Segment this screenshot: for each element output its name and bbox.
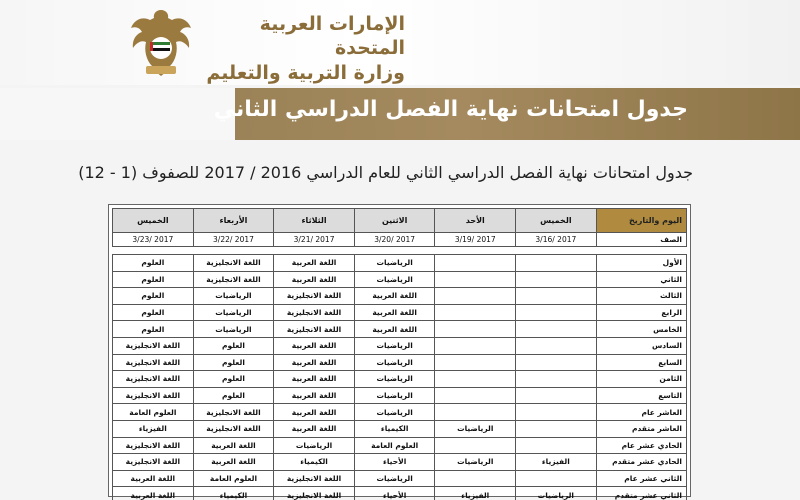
subject-cell: اللغة الانجليزية [113, 354, 194, 371]
table-gap-row [113, 247, 687, 255]
subject-cell: اللغة العربية [193, 437, 274, 454]
grade-cell: الثامن [596, 371, 686, 388]
subject-cell: اللغة العربية [354, 321, 435, 338]
gap-cell [113, 247, 194, 255]
grade-cell: العاشر عام [596, 404, 686, 421]
grade-cell: السابع [596, 354, 686, 371]
subject-cell: اللغة العربية [113, 470, 194, 487]
day-date-header: اليوم والتاريخ [596, 209, 686, 233]
subject-cell: اللغة العربية [274, 255, 355, 272]
subject-cell: اللغة الانجليزية [274, 288, 355, 305]
subject-cell: العلوم [193, 354, 274, 371]
ministry-name [205, 12, 405, 86]
subject-cell [516, 288, 597, 305]
grade-cell: الحادي عشر متقدم [596, 454, 686, 471]
subject-cell [435, 437, 516, 454]
subject-cell [435, 470, 516, 487]
subject-cell: الفيزياء [113, 420, 194, 437]
subject-cell [516, 387, 597, 404]
exam-schedule-table [112, 208, 687, 500]
subject-cell [516, 437, 597, 454]
subject-cell [435, 271, 516, 288]
subject-cell [435, 255, 516, 272]
subject-cell [516, 354, 597, 371]
date-header: 2017 /3/20 [354, 233, 435, 247]
subject-cell: اللغة الانجليزية [274, 487, 355, 500]
grade-cell: الثاني عشر متقدم [596, 487, 686, 500]
grade-cell: الحادي عشر عام [596, 437, 686, 454]
subject-cell: الرياضيات [193, 304, 274, 321]
table-row [113, 271, 687, 288]
table-row [113, 321, 687, 338]
subject-cell: اللغة الانجليزية [274, 470, 355, 487]
subject-cell [435, 404, 516, 421]
gap-cell [435, 247, 516, 255]
table-row [113, 454, 687, 471]
table-row [113, 404, 687, 421]
banner-title: جدول امتحانات نهاية الفصل الدراسي الثاني [213, 97, 688, 122]
gap-cell [274, 247, 355, 255]
subject-cell: اللغة العربية [274, 387, 355, 404]
subject-cell: اللغة الانجليزية [113, 371, 194, 388]
subject-cell: اللغة العربية [274, 354, 355, 371]
subject-cell: الفيزياء [435, 487, 516, 500]
subject-cell: اللغة الانجليزية [113, 454, 194, 471]
grade-cell: العاشر متقدم [596, 420, 686, 437]
table-row [113, 255, 687, 272]
date-header: 2017 /3/21 [274, 233, 355, 247]
subject-cell: اللغة الانجليزية [193, 255, 274, 272]
date-header: 2017 /3/22 [193, 233, 274, 247]
title-banner [0, 88, 800, 140]
date-header: 2017 /3/23 [113, 233, 194, 247]
gap-cell [354, 247, 435, 255]
grade-cell: الخامس [596, 321, 686, 338]
subject-cell: اللغة العربية [274, 371, 355, 388]
subject-cell: اللغة العربية [274, 404, 355, 421]
subject-cell: اللغة الانجليزية [193, 420, 274, 437]
table-row [113, 354, 687, 371]
subject-cell: العلوم العامة [113, 404, 194, 421]
table-row [113, 420, 687, 437]
subject-cell: الرياضيات [354, 271, 435, 288]
subject-cell: اللغة العربية [274, 337, 355, 354]
gap-cell [193, 247, 274, 255]
subject-cell: اللغة الانجليزية [113, 437, 194, 454]
subject-cell: العلوم العامة [354, 437, 435, 454]
uae-emblem-icon [128, 6, 194, 80]
date-header: 2017 /3/16 [516, 233, 597, 247]
subject-cell: الرياضيات [274, 437, 355, 454]
subject-cell: اللغة الانجليزية [113, 337, 194, 354]
grade-cell: الثاني عشر عام [596, 470, 686, 487]
subject-cell: الفيزياء [516, 454, 597, 471]
subject-cell: الأحياء [354, 487, 435, 500]
table-row [113, 304, 687, 321]
date-header: 2017 /3/19 [435, 233, 516, 247]
subject-cell [516, 404, 597, 421]
subject-cell [516, 337, 597, 354]
day-header: الخميس [516, 209, 597, 233]
subject-cell: اللغة العربية [354, 304, 435, 321]
subject-cell: الرياضيات [354, 404, 435, 421]
subject-cell: الأحياء [354, 454, 435, 471]
subject-cell: الرياضيات [435, 454, 516, 471]
subject-cell [435, 354, 516, 371]
subject-cell: العلوم [113, 288, 194, 305]
grade-cell: الرابع [596, 304, 686, 321]
subject-cell: اللغة العربية [274, 271, 355, 288]
table-row [113, 337, 687, 354]
subject-cell [435, 387, 516, 404]
subject-cell [516, 271, 597, 288]
grade-cell: التاسع [596, 387, 686, 404]
day-header: الخميس [113, 209, 194, 233]
grade-cell: الأول [596, 255, 686, 272]
subject-cell: الرياضيات [193, 321, 274, 338]
subject-cell: الرياضيات [354, 371, 435, 388]
ministry-title: وزارة التربية والتعليم [206, 62, 405, 84]
subject-cell [516, 304, 597, 321]
subject-cell: اللغة الانجليزية [274, 321, 355, 338]
page-header [0, 0, 800, 85]
gap-cell [516, 247, 597, 255]
subject-cell: الرياضيات [354, 354, 435, 371]
subject-cell: الرياضيات [193, 288, 274, 305]
subject-cell: الرياضيات [435, 420, 516, 437]
table-row [113, 470, 687, 487]
subject-cell: العلوم [113, 304, 194, 321]
subject-cell: اللغة العربية [354, 288, 435, 305]
subject-cell: اللغة العربية [193, 454, 274, 471]
subject-cell: العلوم [113, 255, 194, 272]
subject-cell [516, 255, 597, 272]
subject-cell: اللغة العربية [274, 420, 355, 437]
subject-cell: العلوم [113, 271, 194, 288]
subject-cell: الكيمياء [354, 420, 435, 437]
subject-cell [516, 321, 597, 338]
table-row [113, 437, 687, 454]
subject-cell: الرياضيات [354, 337, 435, 354]
subject-cell: العلوم [193, 371, 274, 388]
day-header: الأربعاء [193, 209, 274, 233]
subject-cell: الرياضيات [516, 487, 597, 500]
table-header-row [113, 209, 687, 233]
table-row [113, 288, 687, 305]
schedule-subtitle: جدول امتحانات نهاية الفصل الدراسي الثاني للعام الدراسي 2016 / 2017 للصفوف (1 - 12) [78, 163, 693, 182]
subject-cell: الرياضيات [354, 255, 435, 272]
day-header: الأحد [435, 209, 516, 233]
subject-cell: اللغة الانجليزية [274, 304, 355, 321]
subject-cell: الكيمياء [274, 454, 355, 471]
grade-cell: السادس [596, 337, 686, 354]
day-header: الاثنين [354, 209, 435, 233]
subject-cell [516, 420, 597, 437]
subject-cell: العلوم [113, 321, 194, 338]
day-header: الثلاثاء [274, 209, 355, 233]
subject-cell: الرياضيات [354, 387, 435, 404]
subject-cell: اللغة الانجليزية [113, 387, 194, 404]
subject-cell [435, 371, 516, 388]
subject-cell: الرياضيات [354, 470, 435, 487]
subject-cell: العلوم [193, 387, 274, 404]
subject-cell [435, 304, 516, 321]
grade-header: الصف [596, 233, 686, 247]
subject-cell: اللغة الانجليزية [193, 404, 274, 421]
subject-cell [435, 288, 516, 305]
grade-cell: الثالث [596, 288, 686, 305]
subject-cell: اللغة الانجليزية [193, 271, 274, 288]
subject-cell: الكيمياء [193, 487, 274, 500]
subject-cell [435, 337, 516, 354]
subject-cell [516, 470, 597, 487]
subject-cell: العلوم العامة [193, 470, 274, 487]
table-dates-row [113, 233, 687, 247]
table-row [113, 371, 687, 388]
subject-cell [435, 321, 516, 338]
table-row [113, 487, 687, 500]
gap-cell [596, 247, 686, 255]
table-row [113, 387, 687, 404]
subject-cell: اللغة العربية [113, 487, 194, 500]
grade-cell: الثاني [596, 271, 686, 288]
country-name: الإمارات العربية المتحدة [259, 13, 405, 59]
subject-cell [516, 371, 597, 388]
subject-cell: العلوم [193, 337, 274, 354]
